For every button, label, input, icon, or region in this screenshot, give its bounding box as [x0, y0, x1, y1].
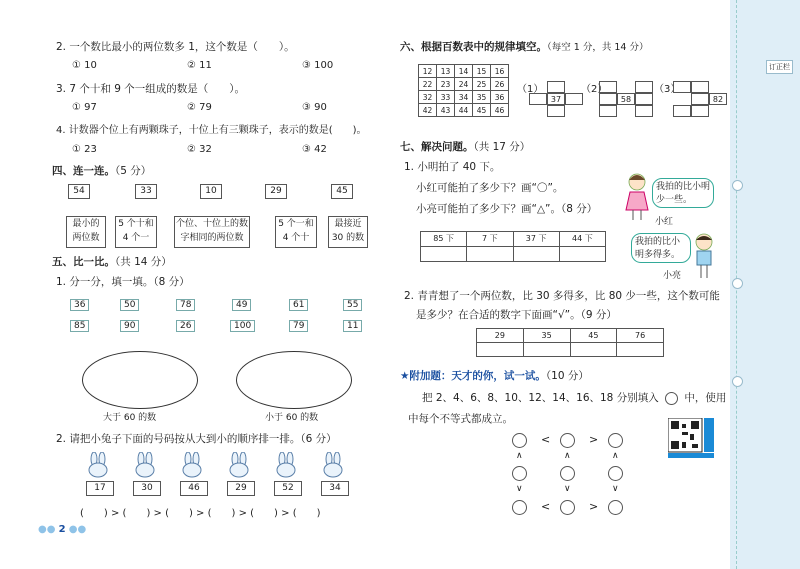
number-tag: 79 — [289, 320, 308, 332]
section-score: （每空 1 分，共 14 分） — [547, 42, 649, 53]
table-cell: 45 — [571, 329, 618, 342]
question-4: 4. 计数器个位上有两颗珠子，十位上有三颗珠子，表示的数是( )。 — [56, 125, 367, 136]
desc-line: 5 个十和 — [118, 219, 154, 229]
option: ① 97 — [72, 102, 97, 113]
answer-line[interactable]: ( ) > ( ) > ( ) > ( ) > ( ) > ( ) — [80, 508, 321, 519]
table-answer-row — [477, 343, 663, 356]
option: ① 23 — [72, 144, 97, 155]
option: ② 32 — [187, 144, 212, 155]
blank-cell[interactable] — [547, 81, 565, 93]
oval-less-than-60[interactable] — [236, 351, 352, 409]
operator: ∨ — [612, 484, 619, 494]
number-tag: 55 — [343, 299, 362, 311]
number-box: 45 — [331, 184, 353, 199]
sub-question-1: 1. 分一分，填一填。（8 分） — [56, 276, 190, 288]
section-title: 五、比一比。 — [52, 256, 115, 268]
problem-1b: 小亮可能拍了多少下？画“△”。（8 分） — [416, 203, 598, 215]
bonus-line-2: 中每个不等式都成立。 — [408, 413, 513, 425]
rabbit-icon — [183, 452, 201, 477]
blank-cell[interactable] — [547, 105, 565, 117]
hole-icon — [732, 278, 743, 289]
operator: ∨ — [516, 484, 523, 494]
grid-cell: 43 — [437, 104, 455, 117]
desc-line: 个位、十位上的数 — [175, 219, 248, 229]
table-header — [477, 329, 663, 343]
circle-icon — [665, 392, 678, 405]
answer-circle[interactable] — [512, 433, 527, 448]
section-title: 四、连一连。 — [52, 165, 115, 177]
bonus-title: 附加题：天才的你，试一试。 — [409, 370, 546, 382]
desc-line: 4 个十 — [282, 233, 310, 243]
oval-label: 大于 60 的数 — [103, 413, 157, 423]
section-title: 六、根据百数表中的规律填空。 — [400, 41, 547, 53]
hundred-chart — [418, 64, 509, 117]
rabbit-number: 17 — [86, 481, 114, 496]
grid-cell: 33 — [437, 91, 455, 104]
grid-cell: 14 — [455, 65, 473, 78]
number-tag: 36 — [70, 299, 89, 311]
rabbit-icon — [136, 452, 154, 477]
dots-icon: ●● — [38, 524, 56, 535]
rabbit-icons — [84, 452, 354, 496]
operator: < — [541, 433, 551, 446]
table-cell: 7 下 — [467, 232, 513, 246]
operator: ∨ — [564, 484, 571, 494]
desc-line: 字相同的两位数 — [180, 233, 244, 243]
grid-cell: 16 — [491, 65, 509, 78]
number-tag: 100 — [230, 320, 255, 332]
blank-cell[interactable] — [691, 105, 709, 117]
table-cell: 76 — [635, 331, 646, 340]
question-2: 2. 一个数比最小的两位数多 1，这个数是（ ）。 — [56, 41, 295, 53]
number-tag: 11 — [343, 320, 362, 332]
bonus-heading — [400, 369, 589, 383]
number-box: 10 — [200, 184, 222, 199]
rabbit-icon — [89, 452, 107, 477]
answer-circle[interactable] — [512, 466, 527, 481]
table-cell: 44 下 — [572, 234, 593, 243]
given-cell: 82 — [709, 93, 727, 105]
blank-cell[interactable] — [635, 105, 653, 117]
section-4-heading — [52, 164, 151, 178]
table-answer-row — [421, 247, 605, 261]
description-box — [66, 216, 106, 248]
hole-icon — [732, 376, 743, 387]
grid-cell: 35 — [473, 91, 491, 104]
page-number-value: 2 — [58, 524, 66, 535]
operator: < — [541, 500, 551, 513]
option: ① 10 — [72, 60, 97, 71]
blank-cell[interactable] — [599, 93, 617, 105]
answer-cell[interactable] — [571, 343, 618, 356]
problem-2-line2: 是多少？在合适的数字下面画“√”。（9 分） — [416, 309, 617, 321]
rabbit-number: 46 — [180, 481, 208, 496]
section-6-heading — [400, 40, 648, 55]
answer-circle[interactable] — [608, 466, 623, 481]
operator: ∧ — [516, 451, 523, 461]
bonus-text: 把 2、4、6、8、10、12、14、16、18 分别填入 — [422, 392, 659, 404]
blank-cell[interactable] — [691, 81, 709, 93]
pattern-label: （2） — [581, 84, 608, 95]
answer-circle[interactable] — [608, 433, 623, 448]
option: ② 79 — [187, 102, 212, 113]
option: ③ 42 — [302, 144, 327, 155]
grid-cell: 42 — [419, 104, 437, 117]
girl-icon — [622, 172, 652, 224]
given-cell: 58 — [617, 93, 635, 105]
operator: ∧ — [564, 451, 571, 461]
grid-cell: 44 — [455, 104, 473, 117]
blank-cell[interactable] — [529, 93, 547, 105]
answer-cell[interactable] — [421, 247, 467, 261]
operator: ∧ — [612, 451, 619, 461]
qr-code-icon — [668, 418, 714, 458]
answer-cell[interactable] — [467, 247, 513, 261]
bonus-score: （10 分） — [545, 370, 589, 382]
desc-line: 5 个一和 — [278, 219, 314, 229]
table-header — [421, 232, 605, 247]
grid-cell: 25 — [473, 78, 491, 91]
section-title: 七、解决问题。 — [400, 141, 474, 153]
number-tag: 50 — [120, 299, 139, 311]
option: ② 11 — [187, 60, 212, 71]
blank-cell[interactable] — [635, 81, 653, 93]
desc-line: 两位数 — [72, 233, 100, 243]
desc-line: 最小的 — [72, 219, 100, 229]
answer-cell[interactable] — [514, 247, 560, 261]
problem-1: 1. 小明拍了 40 下。 — [404, 161, 501, 173]
answer-circle[interactable] — [512, 500, 527, 515]
blank-cell[interactable] — [599, 81, 617, 93]
grid-cell: 23 — [437, 78, 455, 91]
rabbit-icon — [230, 452, 248, 477]
rabbit-icon — [324, 452, 342, 477]
blank-cell[interactable] — [673, 81, 691, 93]
grid-cell: 46 — [491, 104, 509, 117]
grid-cell: 13 — [437, 65, 455, 78]
rabbit-number: 52 — [274, 481, 302, 496]
number-box: 33 — [135, 184, 157, 199]
desc-line: 30 的数 — [331, 233, 365, 243]
name-label: 小亮 — [663, 271, 682, 281]
page-number — [38, 524, 86, 535]
boy-icon — [690, 232, 718, 282]
table-cell: 37 下 — [514, 232, 560, 246]
section-7-heading — [400, 140, 530, 154]
grid-cell: 26 — [491, 78, 509, 91]
grid-cell: 45 — [473, 104, 491, 117]
oval-label: 小于 60 的数 — [265, 413, 319, 423]
blank-cell[interactable] — [599, 105, 617, 117]
dots-icon: ●● — [68, 524, 87, 535]
sub-question-2: 2. 请把小兔子下面的号码按从大到小的顺序排一排。（6 分） — [56, 433, 337, 445]
desc-line: 最接近 — [334, 219, 362, 229]
pattern-label: （1） — [517, 84, 544, 95]
option: ③ 100 — [302, 60, 334, 71]
name-label: 小红 — [655, 217, 674, 227]
number-tag: 78 — [176, 299, 195, 311]
grid-cell: 12 — [419, 65, 437, 78]
grid-cell: 24 — [455, 78, 473, 91]
number-box: 54 — [68, 184, 90, 199]
number-tag: 26 — [176, 320, 195, 332]
description-box — [275, 216, 317, 248]
option: ③ 90 — [302, 102, 327, 113]
table-cell: 29 — [477, 329, 524, 342]
blank-cell[interactable] — [635, 93, 653, 105]
answer-circle[interactable] — [560, 466, 575, 481]
given-cell: 37 — [547, 93, 565, 105]
star-icon: ★ — [400, 370, 410, 382]
description-box — [174, 216, 250, 248]
description-box — [328, 216, 368, 248]
rabbit-icon — [277, 452, 295, 477]
desc-line: 4 个一 — [122, 233, 150, 243]
problem-1a: 小红可能拍了多少下？画“〇”。 — [416, 182, 564, 194]
blank-cell[interactable] — [673, 105, 691, 117]
rabbit-number: 29 — [227, 481, 255, 496]
correction-strip — [730, 0, 800, 569]
number-tag: 61 — [289, 299, 308, 311]
answer-cell[interactable] — [617, 343, 663, 356]
answer-circle[interactable] — [560, 433, 575, 448]
hole-icon — [732, 180, 743, 191]
grid-cell: 36 — [491, 91, 509, 104]
answer-cell[interactable] — [560, 247, 605, 261]
grid-cell: 15 — [473, 65, 491, 78]
speech-bubble-red: 我拍的比小明少一些。 — [652, 178, 714, 208]
grid-cell: 22 — [419, 78, 437, 91]
grid-cell: 32 — [419, 91, 437, 104]
speech-bubble-liang: 我拍的比小明多得多。 — [631, 233, 691, 263]
section-score: （共 14 分） — [115, 256, 172, 268]
number-box: 29 — [265, 184, 287, 199]
answer-cell[interactable] — [524, 343, 571, 356]
table-cell: 35 — [524, 329, 571, 342]
rabbit-number: 30 — [133, 481, 161, 496]
answer-circle[interactable] — [608, 500, 623, 515]
section-5-heading — [52, 255, 172, 269]
pattern-label: （3） — [654, 84, 681, 95]
section-score: （共 17 分） — [473, 141, 531, 153]
problem-2-line1: 2. 青青想了一个两位数，比 30 多得多，比 80 少一些，这个数可能 — [404, 290, 720, 302]
table-cell: 85 下 — [421, 232, 467, 246]
section-score: （5 分） — [115, 165, 152, 177]
answer-table-1 — [420, 231, 606, 262]
number-tag: 90 — [120, 320, 139, 332]
oval-greater-than-60[interactable] — [82, 351, 198, 409]
operator: > — [589, 433, 599, 446]
question-3: 3. 7 个十和 9 个一组成的数是（ ）。 — [56, 83, 245, 95]
answer-circle[interactable] — [560, 500, 575, 515]
grid-cell: 34 — [455, 91, 473, 104]
number-tag: 85 — [70, 320, 89, 332]
answer-cell[interactable] — [477, 343, 524, 356]
bonus-line-1 — [422, 391, 726, 405]
answer-table-2 — [476, 328, 664, 357]
blank-cell[interactable] — [691, 93, 709, 105]
strip-label: 订正栏 — [766, 60, 793, 74]
rabbit-number: 34 — [321, 481, 349, 496]
number-tag: 49 — [232, 299, 251, 311]
operator: > — [589, 500, 599, 513]
description-box — [115, 216, 157, 248]
bonus-text: 中，使用 — [684, 392, 727, 404]
